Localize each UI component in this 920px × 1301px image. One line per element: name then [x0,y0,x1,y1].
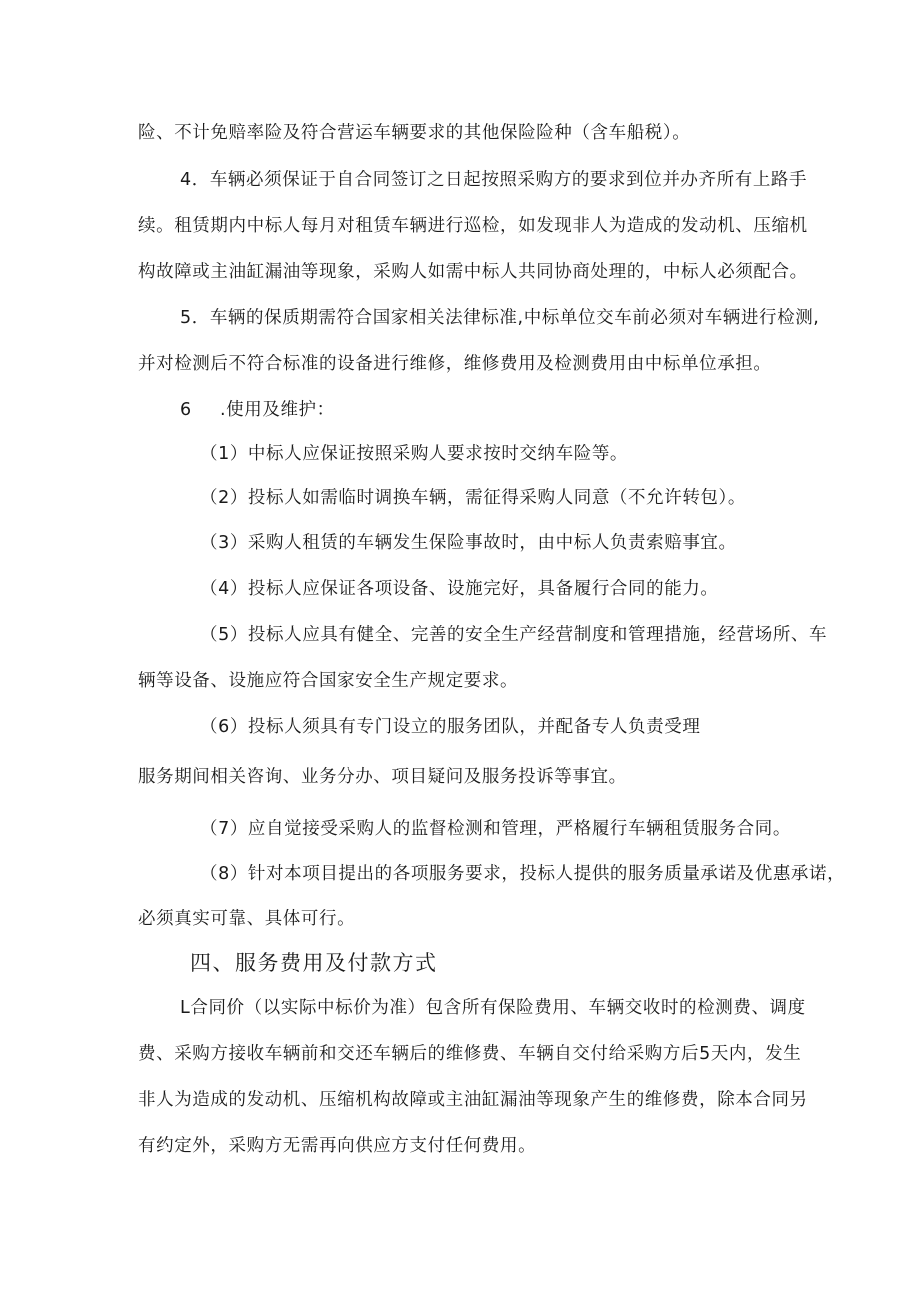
paragraph-line: L合同价（以实际中标价为准）包含所有保险费用、车辆交收时的检测费、调度 [180,998,806,1018]
paragraph-line: 5．车辆的保质期需符合国家相关法律标准,中标单位交车前必须对车辆进行检测, [180,308,820,328]
list-item: （6）投标人须具有专门设立的服务团队，并配备专人负责受理 [200,717,701,737]
list-item: （2）投标人如需临时调换车辆，需征得采购人同意（不允许转包）。 [200,488,746,508]
section-number-line [180,398,335,422]
list-item-continuation: 必须真实可靠、具体可行。 [138,909,356,929]
paragraph-line: 险、不计免赔率险及符合营运车辆要求的其他保险险种（含车船税）。 [138,123,691,143]
paragraph-line: 有约定外，采购方无需再向供应方支付任何费用。 [138,1136,537,1156]
paragraph-line: 并对检测后不符合标准的设备进行维修，维修费用及检测费用由中标单位承担。 [138,354,772,374]
paragraph-line: 续。租赁期内中标人每月对租赁车辆进行巡检，如发现非人为造成的发动机、压缩机 [138,216,808,236]
section-number: 6 [180,400,192,420]
paragraph-line: 费、采购方接收车辆前和交还车辆后的维修费、车辆自交付给采购方后5天内，发生 [138,1044,802,1064]
list-item: （7）应自觉接受采购人的监督检测和管理，严格履行车辆租赁服务合同。 [200,819,791,839]
paragraph-line: 4．车辆必须保证于自合同签订之日起按照采购方的要求到位并办齐所有上路手 [180,170,808,190]
list-item: （1）中标人应保证按照采购人要求按时交纳车险等。 [200,444,629,464]
paragraph-line: 非人为造成的发动机、压缩机构故障或主油缸漏油等现象产生的维修费，除本合同另 [138,1090,808,1110]
list-item: （4）投标人应保证各项设备、设施完好，具备履行合同的能力。 [200,579,719,599]
section-label: .使用及维护： [220,400,335,420]
list-item-continuation: 辆等设备、设施应符合国家安全生产规定要求。 [138,671,519,691]
section-heading: 四、服务费用及付款方式 [190,951,438,975]
list-item: （5）投标人应具有健全、完善的安全生产经营制度和管理措施，经营场所、车 [200,625,828,645]
paragraph-line: 构故障或主油缸漏油等现象，采购人如需中标人共同协商处理的，中标人必须配合。 [138,262,808,282]
list-item: （3）采购人租赁的车辆发生保险事故时，由中标人负责索赔事宜。 [200,533,737,553]
list-item: （8）针对本项目提出的各项服务要求，投标人提供的服务质量承诺及优惠承诺， [200,864,846,884]
list-item-continuation: 服务期间相关咨询、业务分办、项目疑问及服务投诉等事宜。 [138,767,627,787]
